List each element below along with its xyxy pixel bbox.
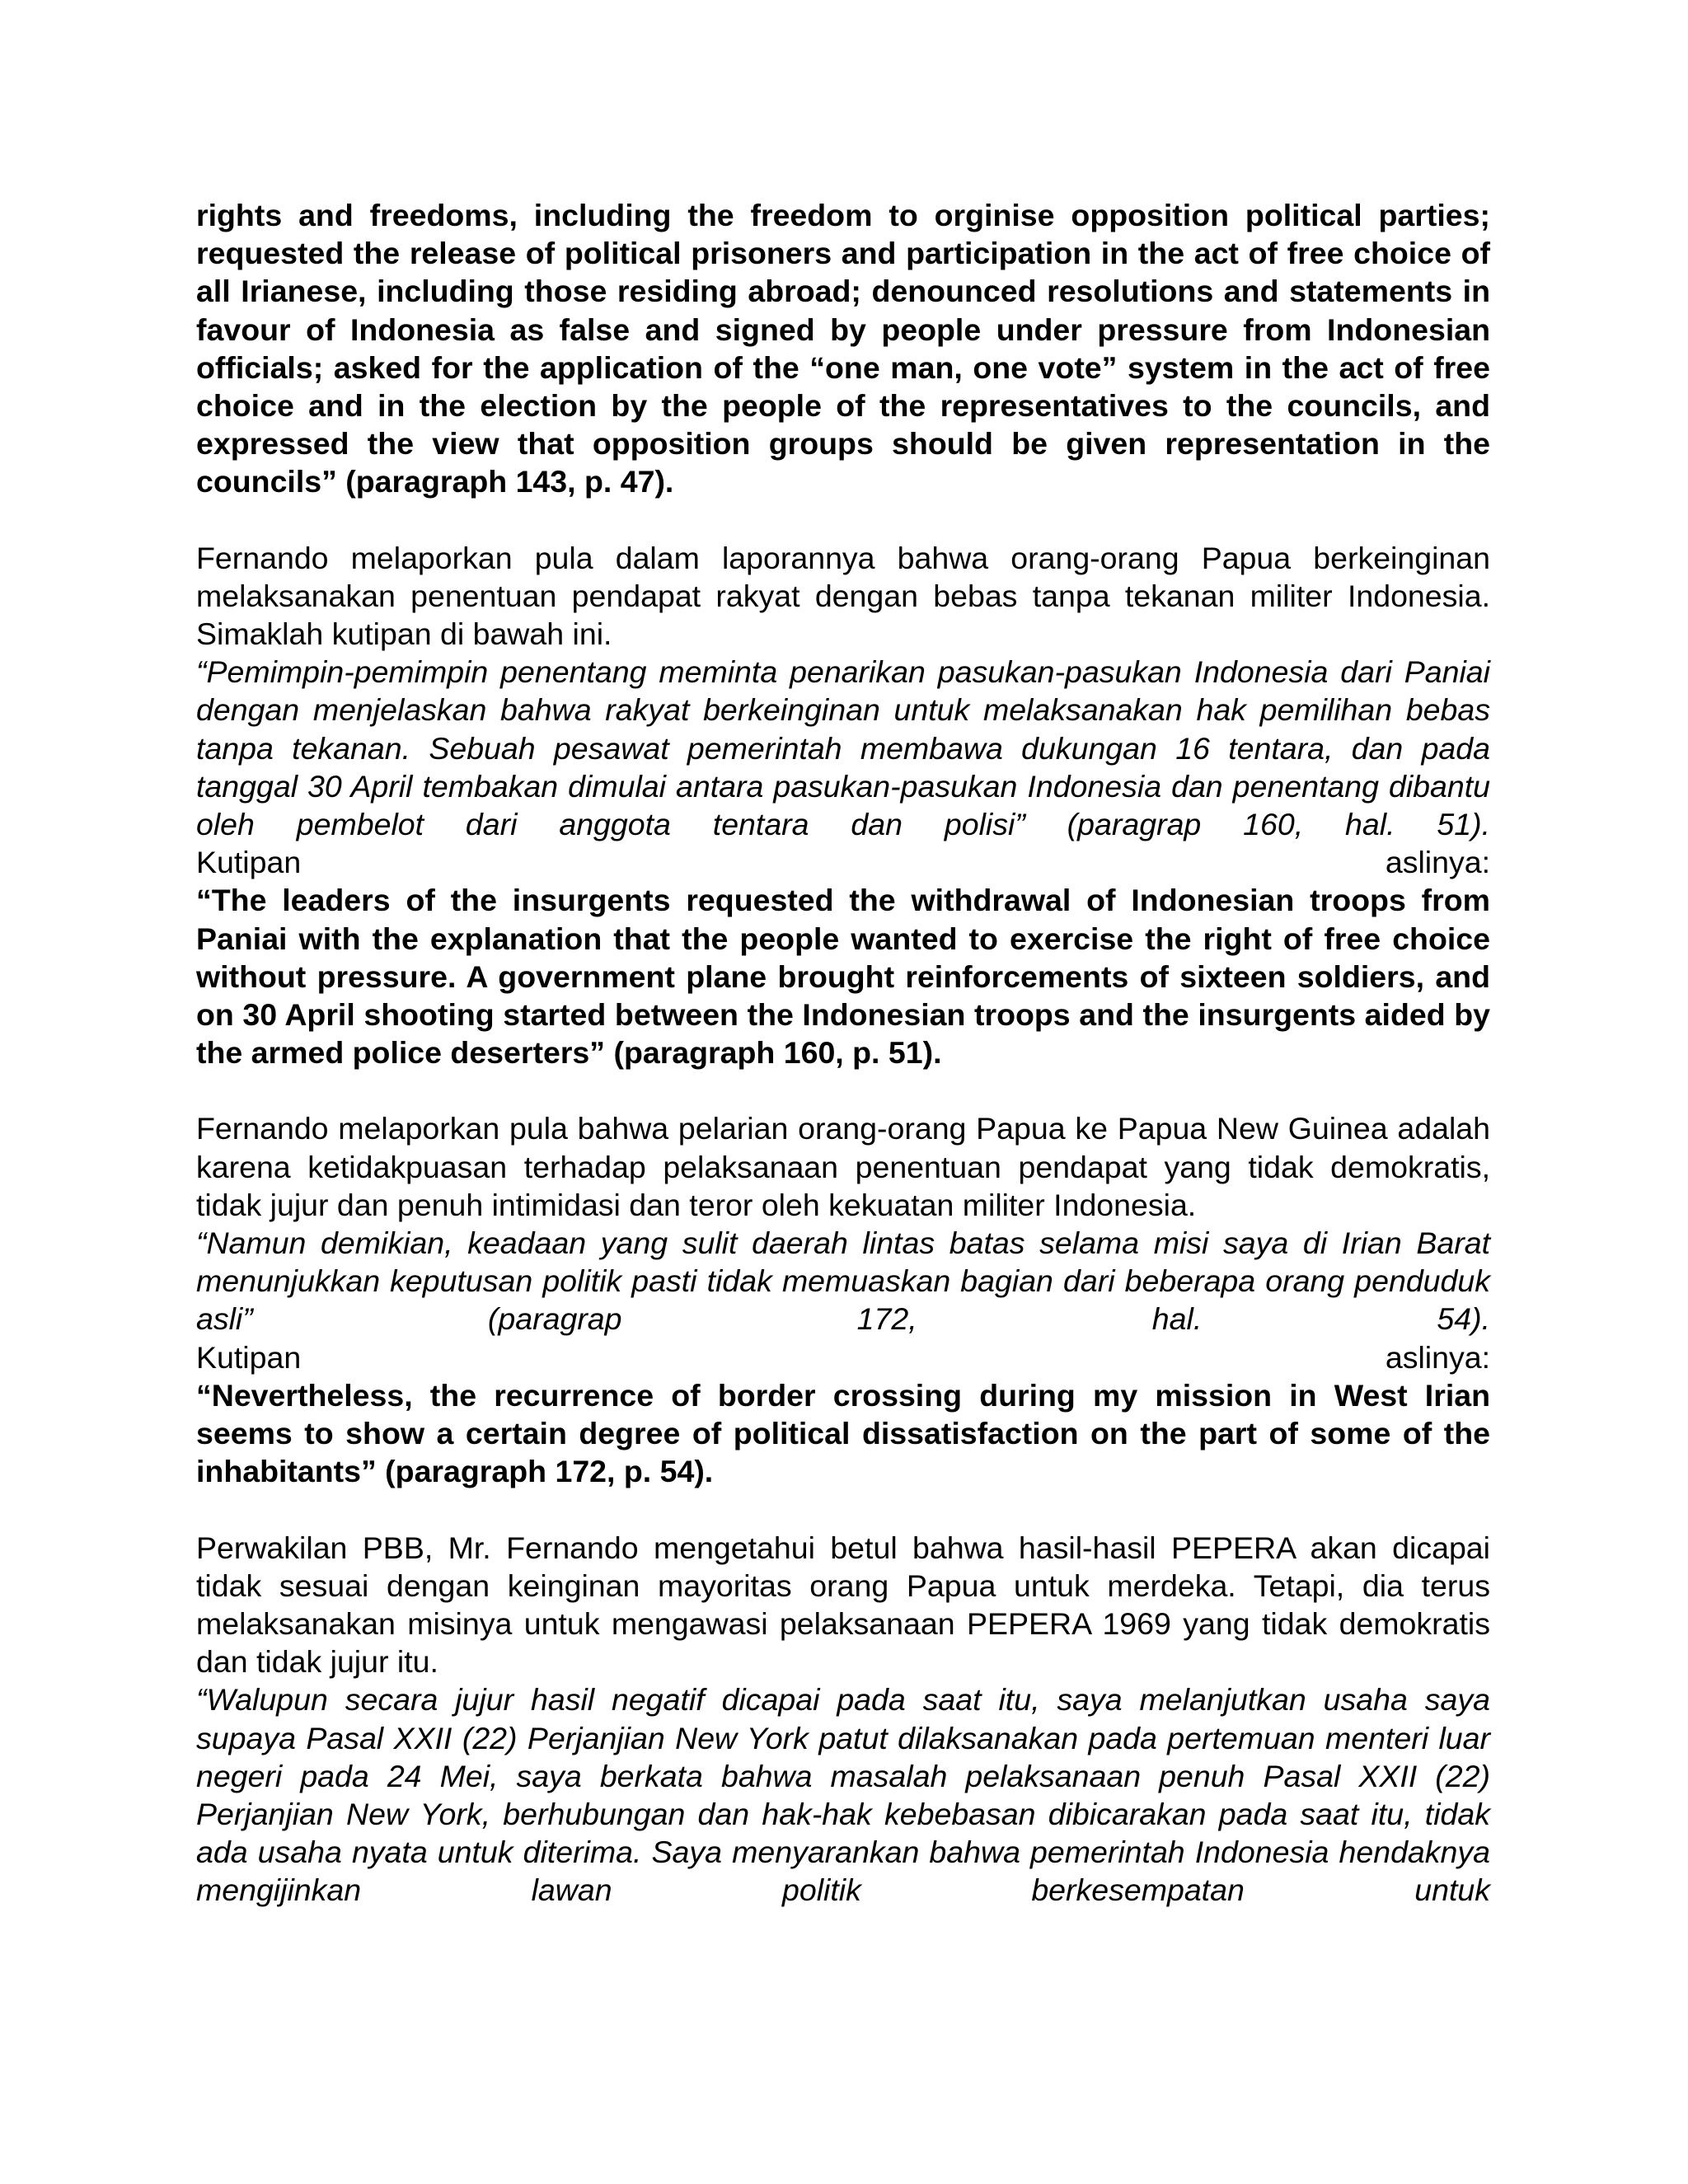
paragraph-gap <box>196 501 1490 539</box>
original-quote-label: Kutipan aslinya: <box>196 1339 1490 1375</box>
paragraph-gap <box>196 1071 1490 1109</box>
quote-translation-paragraph-160: “Pemimpin-pemimpin penentang meminta penarikan pasukan-pasukan Indonesia dari Paniai dengan menjelaskan bahwa rakyat berkeinginan untuk melaksanakan hak pemilihan bebas tanpa tekanan. Sebuah pesawat pemerintah membawa dukungan 16 tentara, dan pada tanggal 30 April tembakan dimulai antara pasukan-pasukan Indonesia dan penentang dibantu oleh pembelot dari anggota tentara dan polisi” (paragrap 160, hal. 51). <box>196 654 1490 842</box>
quote-original-paragraph-143: rights and freedoms, including the freedom to orginise opposition political parties; requested the release of political prisoners and participation in the act of free choice of all Irianese, including those residing abroad; denounced resolutions and statements in favour of Indonesia as false and signed by people under pressure from Indonesian officials; asked for the application of the “one man, one vote” system in the act of free choice and in the election by the people of the representatives to the councils, and expressed the view that opposition groups should be given representation in the councils” (paragraph 143, p. 47). <box>196 198 1490 499</box>
body-paragraph-border-crossing: Fernando melaporkan pula bahwa pelarian orang-orang Papua ke Papua New Guinea adalah karena ketidakpuasan terhadap pelaksanaan penentuan pendapat yang tidak demokratis, tidak jujur dan penuh intimidasi dan teror oleh kekuatan militer Indonesia. <box>196 1111 1490 1222</box>
quote-translation-paragraph-172: “Namun demikian, keadaan yang sulit daerah lintas batas selama misi saya di Irian Barat menunjukkan keputusan politik pasti tidak memuaskan bagian dari beberapa orang penduduk asli” (paragrap 172, hal. 54). <box>196 1226 1490 1337</box>
quote-translation-article-xxii: “Walupun secara jujur hasil negatif dicapai pada saat itu, saya melanjutkan usaha saya supaya Pasal XXII (22) Perjanjian New York patut dilaksanakan pada pertemuan menteri luar negeri pada 24 Mei, saya berkata bahwa masalah pelaksanaan penuh Pasal XXII (22) Perjanjian New York, berhubungan dan hak-hak kebebasan dibicarakan pada saat itu, tidak ada usaha nyata untuk diterima. Saya menyarankan bahwa pemerintah Indonesia hendaknya mengijinkan lawan politik berkesempatan untuk <box>196 1682 1490 1908</box>
body-paragraph-un-representative: Perwakilan PBB, Mr. Fernando mengetahui betul bahwa hasil-hasil PEPERA akan dicapai tidak sesuai dengan keinginan mayoritas orang Papua untuk merdeka. Tetapi, dia terus melaksanakan misinya untuk mengawasi pelaksanaan PEPERA 1969 yang tidak demokratis dan tidak jujur itu. <box>196 1530 1490 1680</box>
quote-original-paragraph-160: “The leaders of the insurgents requested the withdrawal of Indonesian troops from Paniai with the explanation that the people wanted to exercise the right of free choice without pressure. A government plane brought reinforcements of sixteen soldiers, and on 30 April shooting started between the Indonesian troops and the insurgents aided by the armed police deserters” (paragraph 160, p. 51). <box>196 883 1490 1071</box>
body-paragraph-fernando-report: Fernando melaporkan pula dalam laporannya bahwa orang-orang Papua berkeinginan melaksanakan penentuan pendapat rakyat dengan bebas tanpa tekanan militer Indonesia. Simaklah kutipan di bawah ini. <box>196 540 1490 652</box>
quote-original-paragraph-172: “Nevertheless, the recurrence of border crossing during my mission in West Irian seems to show a certain degree of political dissatisfaction on the part of some of the inhabitants” (paragraph 172, p. 54). <box>196 1377 1490 1489</box>
document-page <box>196 196 1490 1910</box>
paragraph-gap <box>196 1491 1490 1529</box>
original-quote-label: Kutipan aslinya: <box>196 845 1490 880</box>
